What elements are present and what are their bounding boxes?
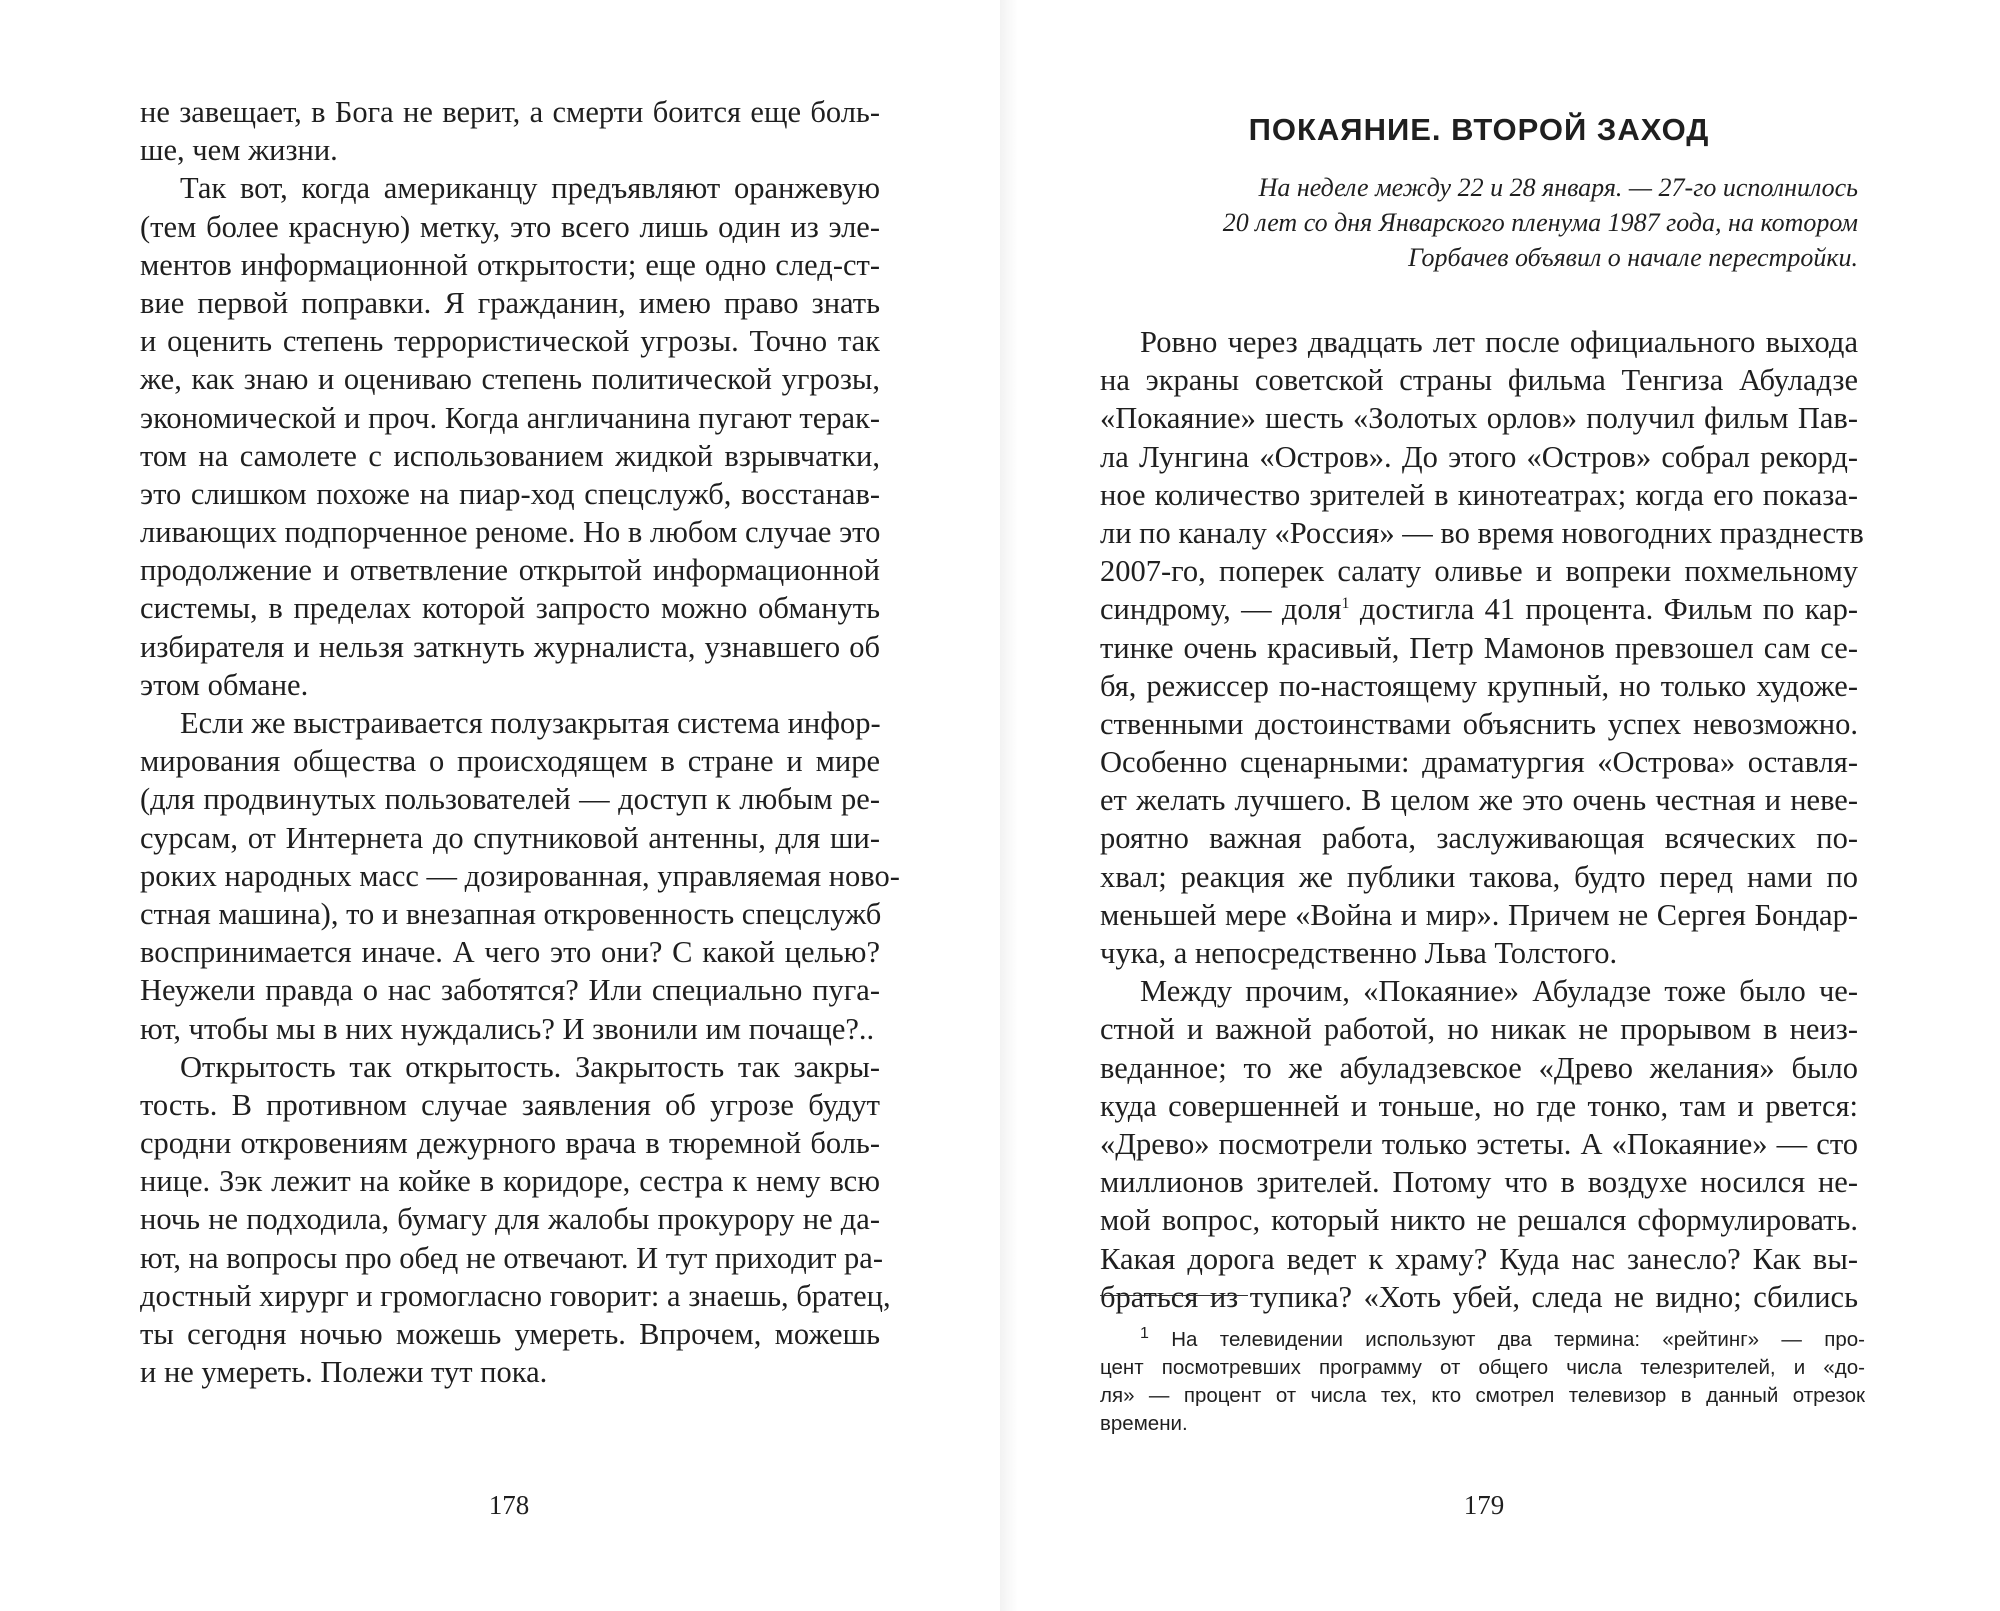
footnote-line [1100, 1326, 1865, 1354]
footnote-divider [1100, 1295, 1248, 1296]
text-line: ментов информационной открытости; еще одно след-ст- [140, 247, 880, 282]
text-line: не завещает, в Бога не верит, а смерти боится еще боль- [140, 95, 880, 129]
text-line: Между прочим, «Покаяние» Абуладзе тоже было че- [1140, 974, 1858, 1009]
epigraph [1100, 170, 1858, 275]
text-line: том на самолете с использованием жидкой взрывчатки, [140, 438, 880, 473]
text-line: ли по каналу «Россия» — во время новогодних празднеств [1100, 515, 1864, 550]
chapter-heading: ПОКАЯНИЕ. ВТОРОЙ ЗАХОД [1248, 112, 1710, 147]
text-line: ла Лунгина «Остров». До этого «Остров» собрал рекорд- [1100, 439, 1858, 474]
text-fragment: На телевидении используют два термина: «рейтинг» — про- [1171, 1328, 1865, 1351]
text-line: мой вопрос, который никто не решался сформулировать. [1100, 1203, 1858, 1238]
text-line: и не умереть. Полежи тут пока. [140, 1355, 548, 1390]
footnote-line: цент посмотревших программу от общего числа телезрителей, и «до- [1100, 1356, 1865, 1379]
text-line: чука, а непосредственно Льва Толстого. [1100, 936, 1618, 970]
text-line: бя, режиссер по-настоящему крупный, но только художе- [1100, 668, 1858, 703]
text-line: ют, на вопросы про обед не отвечают. И тут приходит ра- [140, 1240, 884, 1275]
text-line: вие первой поправки. Я гражданин, имею право знать [140, 285, 880, 320]
text-line: экономической и проч. Когда англичанина пугают терак- [140, 400, 880, 435]
text-line: куда совершенней и тоньше, но где тонко, там и рвется: [1100, 1088, 1858, 1123]
text-line [1100, 590, 1858, 628]
epigraph-line: Горбачев объявил о начале перестройки. [1408, 243, 1858, 272]
footnote-reference: 1 [1341, 595, 1350, 613]
text-line: ливающих подпорченное реноме. Но в любом случае это [140, 515, 881, 550]
epigraph-line: 20 лет со дня Январского пленума 1987 года, на котором [1222, 208, 1858, 237]
page-number-right: 179 [1463, 1490, 1505, 1520]
text-line: роких народных масс — дозированная, управляемая ново- [140, 858, 900, 893]
text-line: (тем более красную) метку, это всего лишь один из эле- [140, 209, 880, 244]
text-line: на экраны советской страны фильма Тенгиза Абуладзе [1100, 363, 1858, 398]
text-line: же, как знаю и оцениваю степень политической угрозы, [140, 362, 880, 397]
text-line: этом обмане. [140, 667, 309, 702]
text-line: Так вот, когда американцу предъявляют оранжевую [180, 171, 880, 206]
text-line: и оценить степень террористической угрозы. Точно так [140, 324, 880, 359]
text-line: ственными достоинствами объяснить успех невозможно. [1100, 706, 1858, 741]
right-page-text [1100, 323, 1864, 1316]
footnote [1100, 1326, 1865, 1438]
footnote-line: времени. [1100, 1412, 1188, 1435]
text-line: браться из тупика? «Хоть убей, следа не видно; сбились [1100, 1279, 1858, 1314]
text-line: миллионов зрителей. Потому что в воздухе носился не- [1100, 1165, 1858, 1200]
text-line: системы, в пределах которой запросто можно обмануть [140, 591, 880, 626]
text-line: веданное; то же абуладзевское «Древо желания» было [1100, 1050, 1858, 1085]
text-line: меньшей мере «Война и мир». Причем не Сергея Бондар- [1100, 897, 1858, 932]
footnote-marker: 1 [1140, 1325, 1149, 1343]
text-line: ше, чем жизни. [140, 133, 338, 168]
left-page-text [140, 93, 900, 1391]
text-line: ты сегодня ночью можешь умереть. Впрочем, можешь [140, 1317, 880, 1351]
text-line: стная машина), то и внезапная откровенность спецслужб [140, 896, 882, 931]
text-line: Ровно через двадцать лет после официального выхода [1140, 325, 1858, 359]
text-line: стной и важной работой, но никак не прорывом в неиз- [1100, 1012, 1858, 1047]
footnote-line: ля» — процент от числа тех, кто смотрел телевизор в данный отрезок [1100, 1384, 1865, 1407]
text-line: хвал; реакция же публики такова, будто перед нами по [1100, 859, 1858, 894]
text-line: Какая дорога ведет к храму? Куда нас занесло? Как вы- [1100, 1241, 1858, 1276]
text-line: достный хирург и громогласно говорит: а знаешь, братец, [140, 1278, 891, 1313]
text-line: Особенно сценарными: драматургия «Острова» оставля- [1100, 745, 1858, 780]
text-line: «Древо» посмотрели только эстеты. А «Покаяние» — сто [1100, 1126, 1858, 1161]
text-line: сродни откровениям дежурного врача в тюремной боль- [140, 1126, 880, 1161]
text-line: избирателя и нельзя заткнуть журналиста, узнавшего об [140, 629, 880, 664]
text-line: ют, чтобы мы в них нуждались? И звонили им почаще?.. [140, 1011, 875, 1046]
text-line: 2007-го, поперек салату оливье и вопреки похмельному [1100, 554, 1858, 589]
text-line: ет желать лучшего. В целом же это очень честная и неве- [1100, 783, 1858, 818]
text-line: тинке очень красивый, Петр Мамонов превзошел сам се- [1100, 630, 1858, 665]
text-fragment: синдрому, — доля [1100, 592, 1342, 627]
text-line: роятно важная работа, заслуживающая всяческих по- [1100, 821, 1858, 856]
text-line: нице. Зэк лежит на койке в коридоре, сестра к нему всю [140, 1164, 880, 1199]
text-line: «Покаяние» шесть «Золотых орлов» получил фильм Пав- [1100, 401, 1858, 436]
epigraph-line: На неделе между 22 и 28 января. — 27-го исполнилось [1258, 173, 1858, 202]
text-line: продолжение и ответвление открытой информационной [140, 553, 880, 588]
text-line: ночь не подходила, бумагу для жалобы прокурору не да- [140, 1202, 880, 1237]
text-line: тость. В противном случае заявления об угрозе будут [140, 1087, 880, 1122]
text-fragment: достигла 41 процента. Фильм по кар- [1359, 592, 1858, 627]
text-line: сурсам, от Интернета до спутниковой антенны, для ши- [140, 820, 880, 855]
text-line: мирования общества о происходящем в стране и мире [140, 744, 880, 779]
text-line: Открытость так открытость. Закрытость так закры- [180, 1049, 880, 1084]
text-line: Если же выстраивается полузакрытая система инфор- [180, 706, 881, 740]
text-line: воспринимается иначе. А чего это они? С какой целью? [140, 935, 880, 970]
right-page [1000, 0, 2000, 1611]
text-line: ное количество зрителей в кинотеатрах; когда его показа- [1100, 477, 1858, 512]
text-line: (для продвинутых пользователей — доступ к любым ре- [140, 782, 880, 817]
text-line: это слишком похоже на пиар-ход спецслужб, восстанав- [140, 476, 880, 511]
text-line: Неужели правда о нас заботятся? Или специально пуга- [140, 973, 880, 1008]
page-number-left: 178 [488, 1490, 530, 1520]
